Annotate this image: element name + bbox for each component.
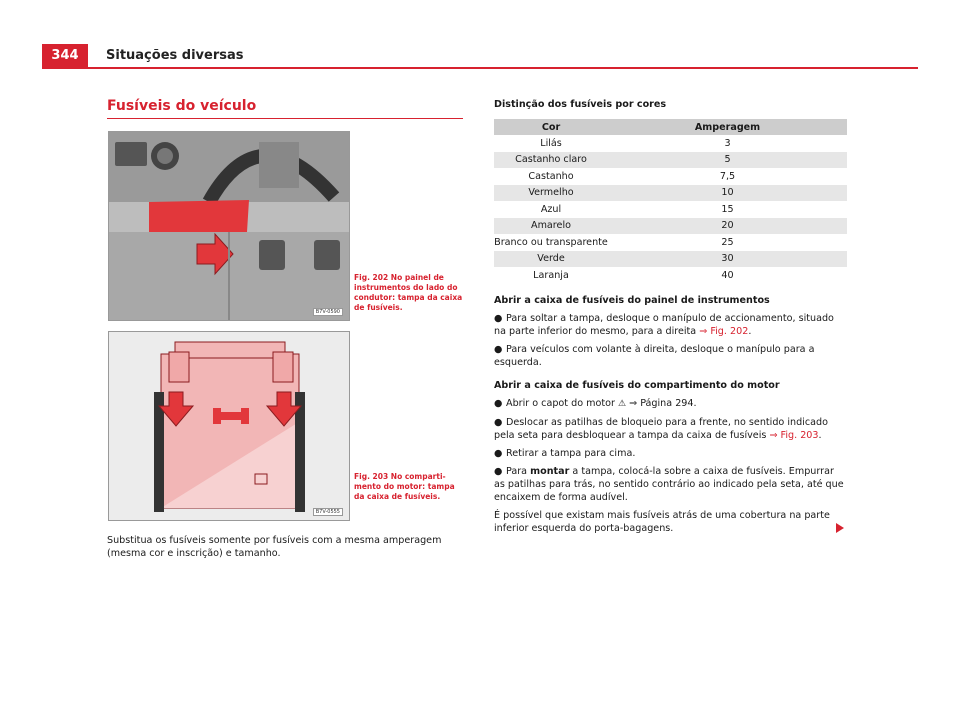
table-row xyxy=(494,251,847,268)
figure-code: B7V-0555 xyxy=(313,508,343,516)
bullet-icon: ● xyxy=(494,397,503,409)
bullet-icon: ● xyxy=(494,416,503,428)
table-cell: 40 xyxy=(721,269,734,281)
bullet-icon: ● xyxy=(494,447,503,459)
table-cell: Branco ou transparente xyxy=(494,236,608,248)
table-cell: 15 xyxy=(721,203,734,215)
page-number: 344 xyxy=(42,44,88,68)
table-cell: Castanho claro xyxy=(494,152,608,169)
right-column xyxy=(494,98,847,544)
section-title: Fusíveis do veículo xyxy=(107,98,257,114)
table-row xyxy=(494,135,847,152)
table-row xyxy=(494,185,847,202)
table-header-color: Cor xyxy=(494,119,608,135)
figure-dashboard-fuse-cover xyxy=(108,131,350,321)
bullet-item: ● Para soltar a tampa, desloque o manípulo de accionamento, situado na parte inferior do mesmo, para a direita ⇒ Fig. 202. xyxy=(494,312,834,337)
table-header-row xyxy=(494,119,847,135)
body-paragraph: Substitua os fusíveis somente por fusíveis com a mesma amperagem (mesma cor e inscrição) e tamanho. xyxy=(107,535,442,559)
table-cell: Vermelho xyxy=(494,185,608,202)
table-cell: Amarelo xyxy=(494,218,608,235)
table-cell: Verde xyxy=(494,251,608,268)
warning-icon: ⚠ xyxy=(617,398,627,409)
section-rule xyxy=(107,118,463,119)
bullet-text: Para soltar a tampa, desloque o manípulo de accionamento, situado na parte inferior do mesmo, para a direita xyxy=(494,312,834,337)
table-row xyxy=(494,234,847,251)
table-row xyxy=(494,201,847,218)
table-cell: 20 xyxy=(608,218,847,235)
figure-code: B7V-0590 xyxy=(313,308,343,316)
table-cell: 3 xyxy=(724,137,731,149)
table-row xyxy=(494,218,847,235)
bullet-text: Retirar a tampa para cima. xyxy=(506,447,636,459)
figure-link[interactable]: ⇒ Fig. 202 xyxy=(699,325,749,337)
table-cell: 10 xyxy=(608,185,847,202)
bullet-item xyxy=(494,465,847,504)
engine-fusebox-illustration xyxy=(109,332,349,520)
running-header: Situações diversas xyxy=(106,48,244,63)
table-row xyxy=(494,168,847,185)
bullet-text: Para veículos com volante à direita, desloque o manípulo para a esquerda. xyxy=(494,343,815,368)
subheading-dashboard: Abrir a caixa de fusíveis do painel de instrumentos xyxy=(494,294,770,306)
table-header-amperage: Amperagem xyxy=(608,119,847,135)
page-link[interactable]: ⇒ Página 294. xyxy=(629,397,697,409)
bullet-text: Para xyxy=(506,465,528,477)
table-cell: Laranja xyxy=(533,269,569,281)
bullet-icon: ● xyxy=(494,343,503,355)
table-cell: Azul xyxy=(540,203,562,215)
table-row xyxy=(494,152,847,169)
bullet-icon: ● xyxy=(494,312,503,324)
table-cell: 25 xyxy=(721,236,734,248)
bullet-item xyxy=(494,447,847,460)
table-cell: Lilás xyxy=(540,137,562,149)
figure-engine-fuse-cover xyxy=(108,331,350,521)
figure-link[interactable]: ⇒ Fig. 203 xyxy=(769,429,819,441)
dashboard-illustration xyxy=(109,132,349,320)
bullet-bold: montar xyxy=(530,465,570,477)
fuse-cover-highlight xyxy=(149,200,249,234)
header-rule xyxy=(42,67,918,69)
fuse-color-table xyxy=(494,119,847,284)
table-cell: 5 xyxy=(608,152,847,169)
bullet-text: Abrir o capot do motor xyxy=(506,397,615,409)
bullet-item xyxy=(494,343,847,369)
subheading-engine: Abrir a caixa de fusíveis do compartimento do motor xyxy=(494,379,780,391)
bullet-item: ● Deslocar as patilhas de bloqueio para a frente, no sentido indicado pela seta para desbloquear a tampa da caixa de fusíveis ⇒ Fig. 203. xyxy=(494,416,828,441)
continue-arrow-icon xyxy=(836,523,844,533)
table-cell: Castanho xyxy=(528,170,574,182)
closing-paragraph: É possível que existam mais fusíveis atrás de uma cobertura na parte inferior esquerda do porta-bagagens. xyxy=(494,509,830,534)
figure-caption: Fig. 203 No compartimento do motor: tampa da caixa de fusíveis. xyxy=(354,472,455,501)
table-row xyxy=(494,267,847,284)
figure-caption: Fig. 202 No painel de instrumentos do lado do condutor: tampa da caixa de fusíveis. xyxy=(354,273,463,312)
table-title: Distinção dos fusíveis por cores xyxy=(494,99,667,110)
bullet-text: Deslocar as patilhas de bloqueio para a frente, no sentido indicado pela seta para desbloquear a tampa da caixa de fusíveis xyxy=(494,416,828,441)
bullet-icon: ● xyxy=(494,465,503,477)
table-cell: 7,5 xyxy=(719,170,736,182)
table-cell: 30 xyxy=(608,251,847,268)
bullet-item xyxy=(494,397,847,411)
bullet-text: a tampa, colocá-la sobre a caixa de fusíveis. Empurrar as patilhas para trás, no sentido contrário ao indicado pela seta, até que encaixem de forma audível. xyxy=(494,465,844,503)
